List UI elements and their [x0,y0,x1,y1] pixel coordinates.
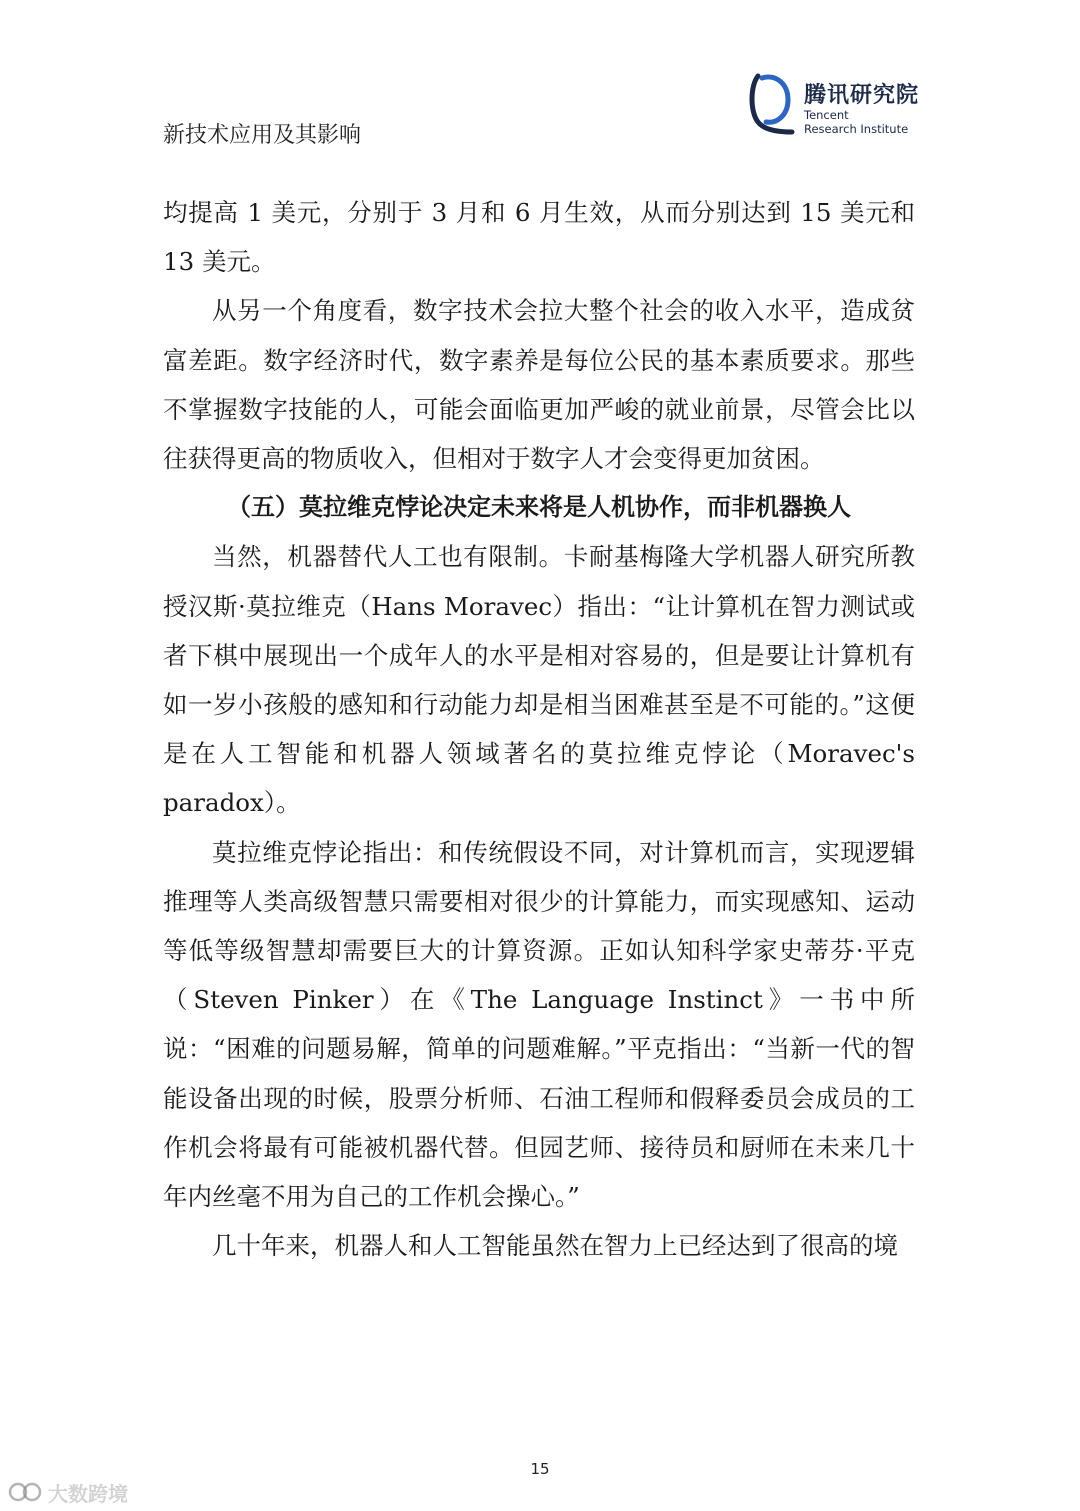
logo-name-cn: 腾讯研究院 [804,83,920,108]
tencent-research-logo-icon [748,72,796,136]
paragraph-5: 几十年来，机器人和人工智能虽然在智力上已经达到了很高的境 [212,1231,898,1261]
section-heading: （五）莫拉维克悖论决定未来将是人机协作，而非机器换人 [227,493,851,522]
body-text [163,188,915,1270]
logo-name-en-line1: Tencent [804,108,849,122]
paragraph-3: 当然，机器替代人工也有限制。卡耐基梅隆大学机器人研究所教授汉斯·莫拉维克（Hans Moravec）指出：“让计算机在智力测试或者下棋中展现出一个成年人的水平是相对容易的，但是要让计算机有如一岁小孩般的感知和行动能力却是相当困难甚至是不可能的。”这便是在人工智能和机器人领域著名的莫拉维克悖论（Moravec's paradox）。 [163,542,915,818]
watermark-logo-icon [8,1479,44,1505]
paragraph-4: 莫拉维克悖论指出：和传统假设不同，对计算机而言，实现逻辑推理等人类高级智慧只需要相对很少的计算能力，而实现感知、运动等低等级智慧却需要巨大的计算资源。正如认知科学家史蒂芬·平克（Steven Pinker）在《The Language Instinct》一书中所说：“困难的问题易解，简单的问题难解。”平克指出：“当新一代的智能设备出现的时候，股票分析师、石油工程师和假释委员会成员的工作机会将最有可能被机器代替。但园艺师、接待员和厨师在未来几十年内丝毫不用为自己的工作机会操心。” [163,837,915,1212]
logo-name-en-line2: Research Institute [804,122,909,136]
institute-logo [748,68,968,138]
page-number: 15 [530,1460,550,1478]
watermark [8,1478,128,1506]
paragraph-1: 均提高 1 美元，分别于 3 月和 6 月生效，从而分别达到 15 美元和 13 美元。 [163,198,915,277]
paragraph-2: 从另一个角度看，数字技术会拉大整个社会的收入水平，造成贫富差距。数字经济时代，数字素养是每位公民的基本素质要求。那些不掌握数字技能的人，可能会面临更加严峻的就业前景，尽管会比以往获得更高的物质收入，但相对于数字人才会变得更加贫困。 [163,296,915,474]
logo-name-en [804,108,908,136]
watermark-text: 大数跨境 [48,1481,128,1506]
header-title: 新技术应用及其影响 [163,123,362,148]
